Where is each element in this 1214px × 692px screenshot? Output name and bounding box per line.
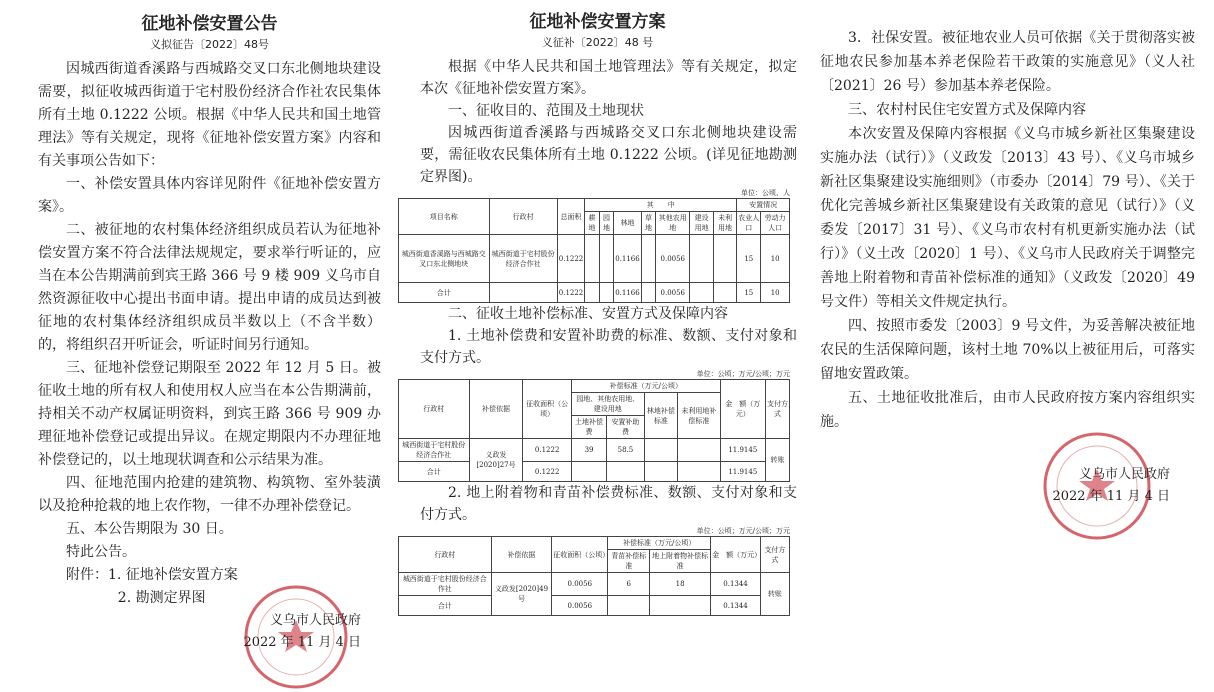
col-header: 征收面积（公顷）: [523, 380, 571, 439]
plan-body-right: [820, 26, 1195, 434]
cell: 15: [737, 235, 761, 283]
col-header: 建设用地: [690, 212, 713, 235]
notice-title: 征地补偿安置公告: [141, 14, 278, 34]
table-row: [399, 235, 790, 283]
plan-subsection2: [398, 482, 797, 526]
land-status-table: [398, 198, 790, 303]
cell: [690, 235, 713, 283]
col-header: 金 额（万元）: [711, 537, 761, 573]
cell: 0.1222: [557, 283, 585, 303]
issue-date: 2022 年 11 月 4 日: [243, 635, 361, 650]
cell: 城西街道于宅村股份经济合作社: [399, 573, 492, 596]
cell: 合计: [399, 596, 492, 616]
cell: 58.5: [607, 439, 645, 462]
cell: [607, 462, 645, 482]
col-header: 草地: [641, 212, 655, 235]
paragraph: 三、征地补偿登记期限至 2022 年 12 月 5 日。被征收土地的所有权人和使用权人应当在本公告期满前，持相关不动产权属证明资料，到宾王路 366 号 909 办理征地补偿登记或提出异议。在规定期限内不办理征地补偿登记的，以土地现状调查和公示结果为准。: [38, 360, 381, 468]
cell: [571, 462, 606, 482]
cell: 合计: [399, 283, 490, 303]
paragraph: 因城西街道香溪路与西城路交叉口东北侧地块建设需要，拟征收城西街道于宅村股份经济合作社农民集体所有土地 0.1222 公顷。根据《中华人民共和国土地管理法》等有关规定，现将《征地补偿安置方案》内容和有关事项公告如下：: [38, 61, 381, 169]
land-compensation-table: [398, 379, 790, 482]
cell: 10: [761, 235, 790, 283]
col-header: 未利用地: [713, 212, 736, 235]
attachment-2: 2. 勘测定界图: [117, 590, 206, 606]
table-row: [399, 596, 790, 616]
cell: 0.0056: [552, 573, 608, 596]
cell: 城西街道于宅村股份经济合作社: [399, 439, 470, 462]
table-row: [399, 462, 790, 482]
table-row: [399, 439, 790, 462]
cell: 城西街道于宅村股份经济合作社: [489, 235, 557, 283]
cell: [641, 235, 655, 283]
col-header: 土地补偿费: [571, 416, 606, 439]
cell: 0.1344: [711, 596, 761, 616]
cell: [599, 235, 613, 283]
col-header: 地上附着物补偿标准: [650, 550, 711, 573]
col-header: 行政村: [489, 199, 557, 235]
section-heading: 一、征收目的、范围及土地现状: [448, 103, 644, 119]
cell: 0.0056: [656, 283, 690, 303]
col-header: 补偿标准（万元/公顷）: [571, 380, 720, 393]
cell: 义政发[2020]27号: [469, 439, 523, 482]
col-header: 劳动力人口: [761, 212, 790, 235]
cell: [690, 283, 713, 303]
col-header: 支付方式: [765, 380, 789, 439]
col-header: 安置情况: [737, 199, 790, 212]
notice-doc-number: 义拟征告〔2022〕48号: [150, 38, 269, 51]
col-header: 耕地: [585, 212, 599, 235]
col-header: 未利用地补偿标准: [678, 393, 721, 439]
cell: 转账: [765, 439, 789, 482]
subsection-heading: 2. 地上附着物和青苗补偿费标准、数额、支付对象和支付方式。: [420, 485, 797, 523]
cell: 0.1344: [711, 573, 761, 596]
cell: 15: [737, 283, 761, 303]
col-header: 行政村: [399, 537, 492, 573]
plan-section2: [398, 303, 797, 369]
cell: 10: [761, 283, 790, 303]
paragraph: 特此公告。: [66, 544, 136, 560]
cell: 0.1222: [523, 439, 571, 462]
cell: 6: [608, 573, 650, 596]
col-header: 青苗补偿标准: [608, 550, 650, 573]
signature-block: [38, 610, 381, 654]
cell: [678, 439, 721, 462]
cell: 城西街道香溪路与西城路交叉口东北侧地块: [399, 235, 490, 283]
notice-page: [0, 0, 395, 650]
col-header: 补偿标准（万元/公顷）: [608, 537, 711, 550]
table-row: [399, 283, 790, 303]
notice-body: [38, 58, 381, 610]
cell: 0.1166: [614, 235, 642, 283]
paragraph: 四、按照市委发〔2003〕9 号文件，为妥善解决被征地农民的生活保障问题，该村土地 70%以上被征用后，可落实留地安置政策。: [820, 318, 1195, 382]
cell: 0.1166: [614, 283, 642, 303]
section-heading: 二、征收土地补偿标准、安置方式及保障内容: [448, 306, 728, 322]
cell: 0.1222: [523, 462, 571, 482]
table3-unit: 单位：公顷；万元/公顷；万元: [696, 527, 790, 535]
cell: 义政发[2020]49号: [491, 573, 552, 616]
cell: [599, 283, 613, 303]
paragraph: 因城西街道香溪路与西城路交叉口东北侧地块建设需要，需征收农民集体所有土地 0.1222 公顷。(详见征地勘测定界图)。: [420, 125, 797, 185]
cell: 0.0056: [656, 235, 690, 283]
paragraph: 五、本公告期限为 30 日。: [66, 521, 233, 537]
cell: [585, 235, 599, 283]
col-header: 其 中: [585, 199, 737, 212]
col-header: 林地补偿标准: [644, 393, 677, 439]
issuer: 义乌市人民政府: [269, 613, 361, 628]
paragraph: 四、征地范围内抢建的建筑物、构筑物、室外装潢以及抢种抢栽的地上农作物，一律不办理补偿登记。: [38, 475, 381, 514]
col-header: 园地: [599, 212, 613, 235]
cell: [585, 283, 599, 303]
table2-unit: 单位：公顷；万元/公顷；万元: [696, 370, 790, 378]
cell: [608, 596, 650, 616]
cell: 转账: [760, 573, 789, 616]
cell: 0.1222: [557, 235, 585, 283]
cell: 18: [650, 573, 711, 596]
col-header: 补偿依据: [469, 380, 523, 439]
col-header: 征收面积（公顷）: [552, 537, 608, 573]
issue-date: 2022 年 11 月 4 日: [1052, 489, 1170, 504]
plan-page-continued: [805, 0, 1214, 605]
paragraph: 本次安置及保障内容根据《义乌市城乡新社区集聚建设实施办法（试行）》（义政发〔2013〕43 号）、《义乌市城乡新社区集聚建设实施细则》（市委办〔2014〕79 号）、《关于优化完善城乡新社区集聚建设有关政策的意见（试行）》（义委发〔2017〕31 号）、《义乌市农村有机更新实施办法（试行）》（义土改〔2020〕1 号）、《义乌市人民政府关于调整完善地上附着物和青苗补偿标准的通知》（义政发〔2020〕49 号文件）等相关文件规定执行。: [820, 126, 1195, 310]
col-header: 补偿依据: [491, 537, 552, 573]
cell: [678, 462, 721, 482]
cell: [644, 439, 677, 462]
signature-block: [820, 464, 1195, 508]
subsection-heading: 1. 土地补偿费和安置补助费的标准、数额、支付对象和支付方式。: [420, 328, 797, 366]
cell: [644, 462, 677, 482]
cell: 11.9145: [720, 462, 765, 482]
col-header: 安置补助费: [607, 416, 645, 439]
plan-intro: [398, 56, 797, 188]
attachment-1: 附件：1. 征地补偿安置方案: [66, 567, 238, 583]
col-header: 园地、其他农用地、建设用地: [571, 393, 644, 416]
cell: 0.0056: [552, 596, 608, 616]
cell: [713, 235, 736, 283]
cell: [713, 283, 736, 303]
cell: 11.9145: [720, 439, 765, 462]
section-heading: 三、农村村民住宅安置方式及保障内容: [848, 102, 1086, 118]
table1-unit: 单位：公顷、人: [741, 189, 790, 197]
cell: [641, 283, 655, 303]
attachment-compensation-table: [398, 536, 790, 616]
col-header: 其他农用地: [656, 212, 690, 235]
col-header: 金 额（万元）: [720, 380, 765, 439]
col-header: 项目名称: [399, 199, 490, 235]
plan-doc-number: 义征补〔2022〕48 号: [541, 36, 654, 49]
col-header: 农业人口: [737, 212, 761, 235]
cell: [650, 596, 711, 616]
issuer: 义乌市人民政府: [1078, 467, 1170, 482]
paragraph: 3．社保安置。被征地农业人员可依据《关于贯彻落实被征地农民参加基本养老保险若干政策的实施意见》（义人社〔2021〕26 号）参加基本养老保险。: [820, 30, 1195, 94]
plan-page: [395, 0, 805, 610]
col-header: 支付方式: [760, 537, 789, 573]
cell: 合计: [399, 462, 470, 482]
plan-title: 征地补偿安置方案: [529, 12, 666, 32]
col-header: 行政村: [399, 380, 470, 439]
col-header: 总面积: [557, 199, 585, 235]
table-row: [399, 573, 790, 596]
col-header: 林地: [614, 212, 642, 235]
paragraph: 根据《中华人民共和国土地管理法》等有关规定，拟定本次《征地补偿安置方案》。: [420, 59, 797, 97]
paragraph: 一、补偿安置具体内容详见附件《征地补偿安置方案》。: [38, 176, 381, 215]
cell: [489, 283, 557, 303]
paragraph: 五、土地征收批准后，由市人民政府按方案内容组织实施。: [820, 390, 1195, 430]
cell: 39: [571, 439, 606, 462]
paragraph: 二、被征地的农村集体经济组织成员若认为征地补偿安置方案不符合法律法规规定，要求举行听证的，应当在本公告期满前到宾王路 366 号 9 楼 909 义乌市自然资源征收中心提出书面申请。提出申请的成员达到被征地的农村集体经济组织成员半数以上（不含半数）的，将组织召开听证会，听证时间另行通知。: [38, 222, 381, 353]
